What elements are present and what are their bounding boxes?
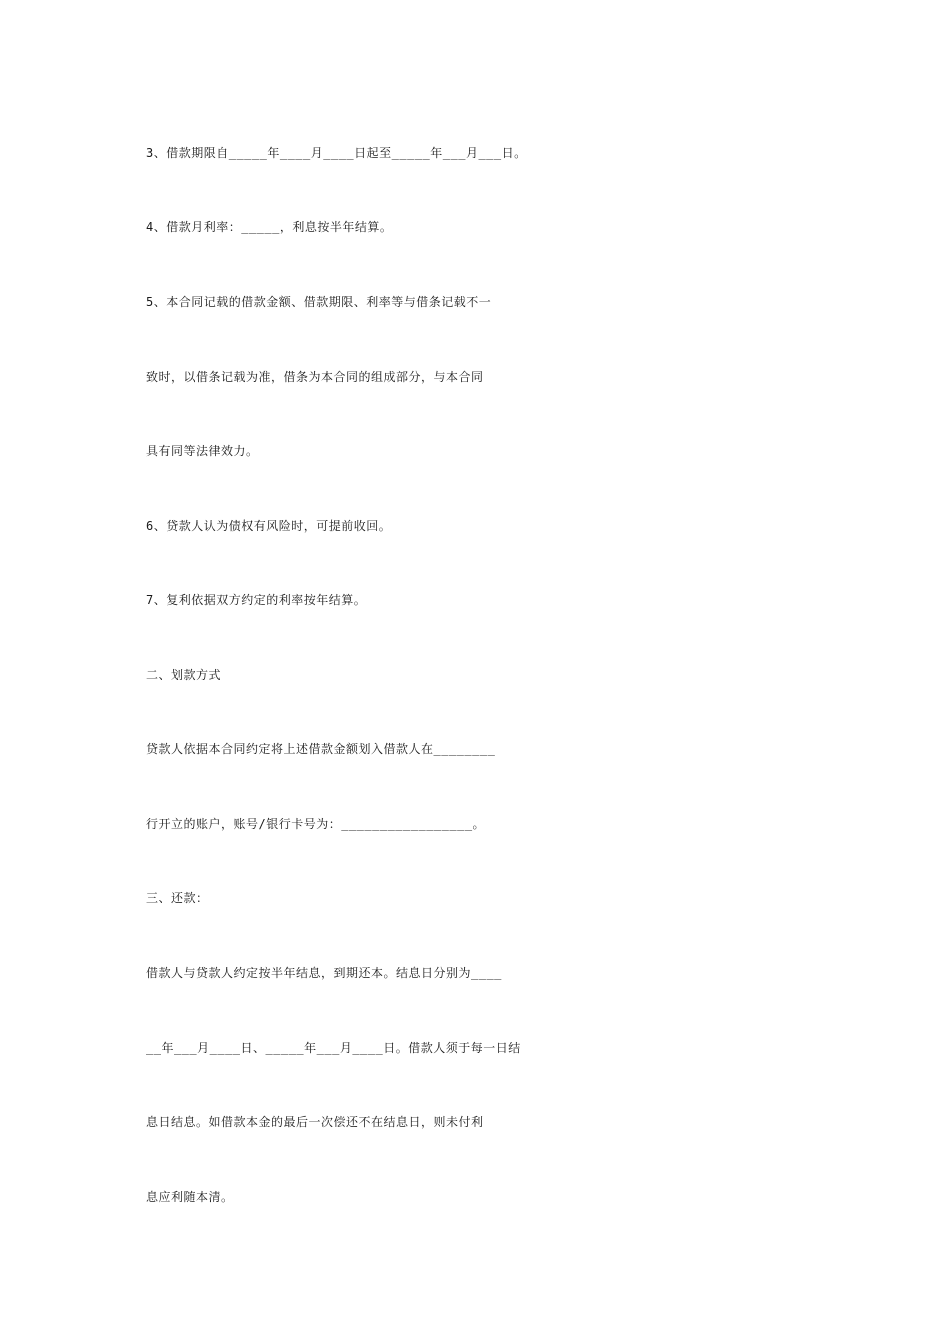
clause-5-line-1: 5、本合同记载的借款金额、借款期限、利率等与借条记载不一 — [146, 295, 492, 309]
section-3-heading: 三、还款： — [146, 891, 209, 905]
section-2-line-2: 行开立的账户，账号/银行卡号为：_________________。 — [146, 817, 486, 831]
section-2-heading: 二、划款方式 — [146, 668, 222, 682]
section-3-line-2: __年___月____日、_____年___月____日。借款人须于每一日结 — [146, 1041, 521, 1055]
section-3-line-3: 息日结息。如借款本金的最后一次偿还不在结息日，则未付利 — [146, 1115, 484, 1129]
clause-5-line-2: 致时，以借条记载为准，借条为本合同的组成部分，与本合同 — [146, 370, 484, 384]
clause-6-early-recall: 6、贷款人认为债权有风险时，可提前收回。 — [146, 519, 392, 533]
section-3-line-4: 息应利随本清。 — [146, 1190, 234, 1204]
clause-7-compound-interest: 7、复利依据双方约定的利率按年结算。 — [146, 593, 367, 607]
clause-3-loan-term: 3、借款期限自_____年____月____日起至_____年___月___日。 — [146, 146, 527, 160]
clause-4-interest-rate: 4、借款月利率：_____，利息按半年结算。 — [146, 220, 393, 234]
section-2-line-1: 贷款人依据本合同约定将上述借款金额划入借款人在________ — [146, 742, 496, 756]
clause-5-line-3: 具有同等法律效力。 — [146, 444, 259, 458]
section-3-line-1: 借款人与贷款人约定按半年结息，到期还本。结息日分别为____ — [146, 966, 502, 980]
